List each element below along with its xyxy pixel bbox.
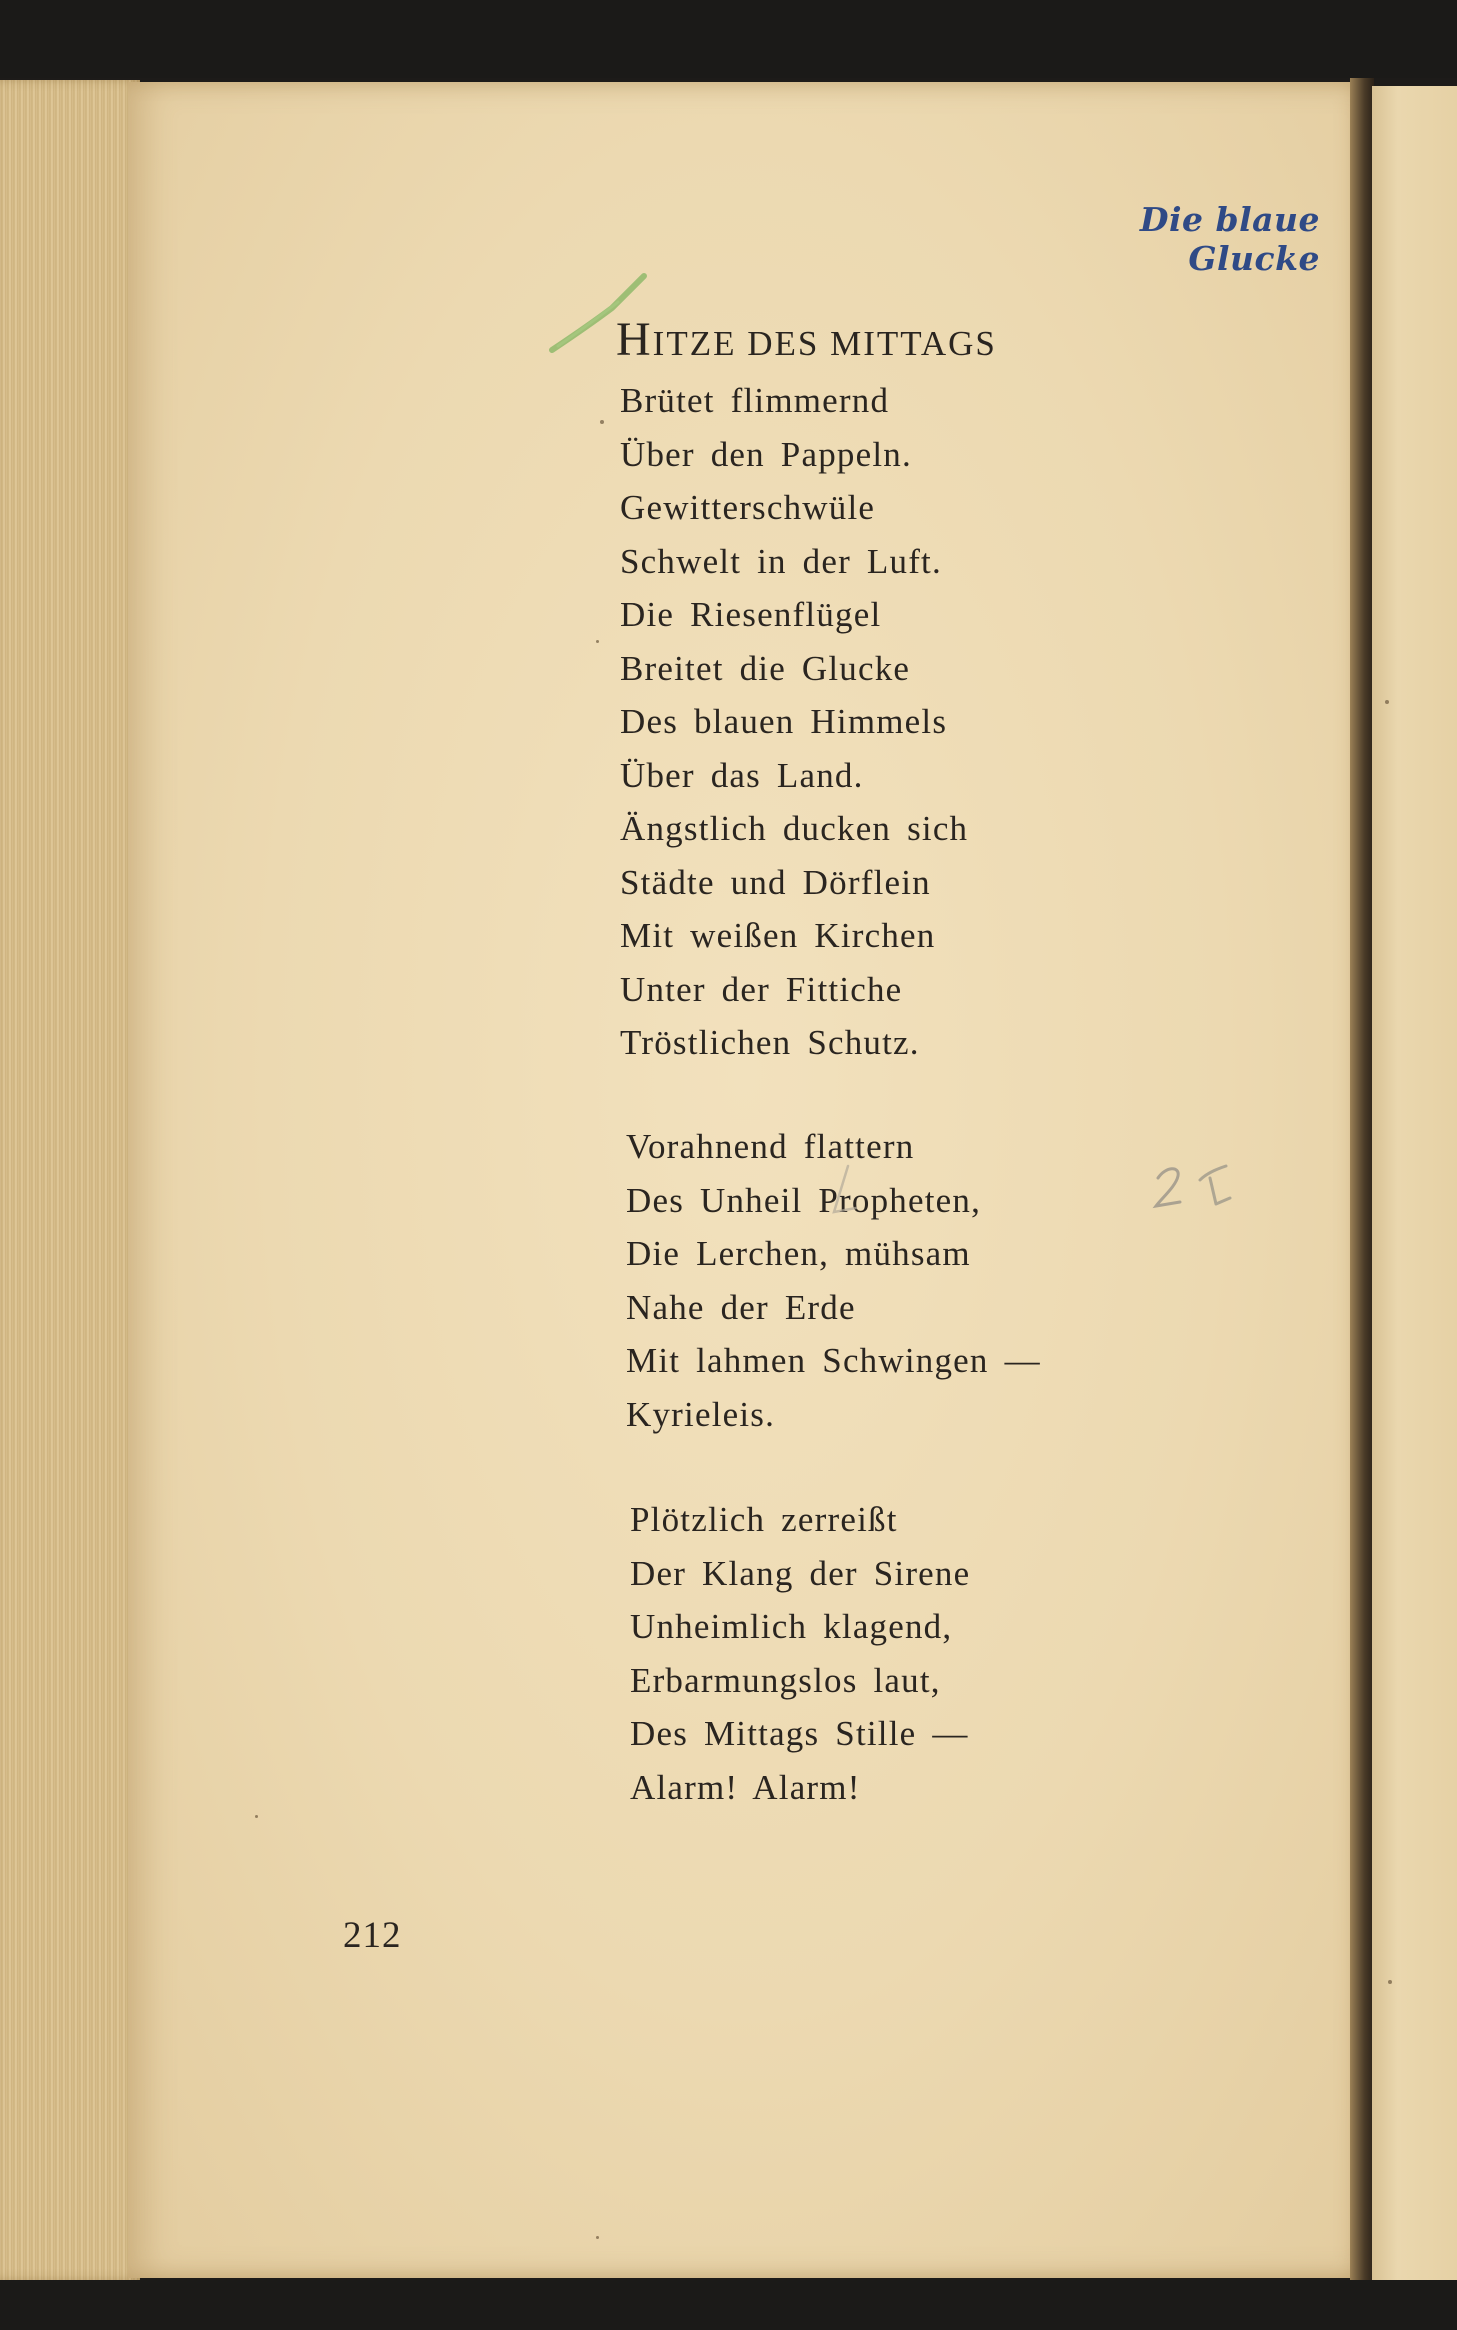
poem-line: Mit weißen Kirchen [620,916,936,955]
stanza-3 [630,1493,970,1814]
pencil-separator-mark-icon [826,1162,866,1222]
poem-line: Nahe der Erde [626,1287,856,1327]
poem-line: Der Klang der Sirene [630,1553,971,1593]
poem-line: Tröstlichen Schutz. [620,1023,920,1062]
poem-line: Des blauen Himmels [620,702,948,741]
paper-speck [1388,1980,1392,1984]
page-block-edges [0,80,140,2280]
poem-line: Alarm! Alarm! [630,1767,861,1807]
poem-line: Gewitterschwüle [620,488,876,527]
poem-line: Breitet die Glucke [620,648,911,688]
scanner-background-bottom [0,2280,1457,2330]
poem-line: Die Lerchen, mühsam [626,1234,971,1273]
title-initial: H [616,313,653,366]
poem-line: Ängstlich ducken sich [620,809,969,848]
poem-line: Unter der Fittiche [620,969,903,1009]
poem-line: Über den Pappeln. [620,434,912,474]
scanner-background-top [0,0,1457,78]
title-rest: ITZE DES MITTAGS [652,324,997,363]
poem-line: Des Unheil Propheten, [626,1180,982,1220]
poem-line: Über das Land. [620,755,864,795]
paper-speck [1385,700,1389,704]
poem-line: Des Mittags Stille — [630,1714,969,1753]
stanza-1 [620,374,968,1070]
poem-line: Unheimlich klagend, [630,1607,953,1646]
book-gutter [1350,78,1374,2282]
paper-speck [600,420,604,424]
poem-line: Kyrieleis. [626,1394,776,1434]
facing-page-edge [1372,86,1457,2282]
poem-line: Plötzlich zerreißt [630,1500,898,1539]
pencil-margin-note-icon [1150,1158,1260,1218]
poem-title [616,312,997,367]
paper-speck [596,2236,599,2239]
poem-line: Städte und Dörflein [620,862,931,902]
paper-speck [255,1815,258,1818]
page-number: 212 [343,1915,402,1956]
running-head: Die blaue Glucke [1139,200,1320,278]
poem-line: Vorahnend flattern [626,1127,915,1166]
poem-line: Brütet flimmernd [620,381,890,420]
poem-line: Erbarmungslos laut, [630,1660,941,1700]
poem-line: Schwelt in der Luft. [620,541,942,581]
poem-line: Mit lahmen Schwingen — [626,1341,1041,1380]
poem-line: Die Riesenflügel [620,595,882,634]
paper-speck [596,640,599,643]
